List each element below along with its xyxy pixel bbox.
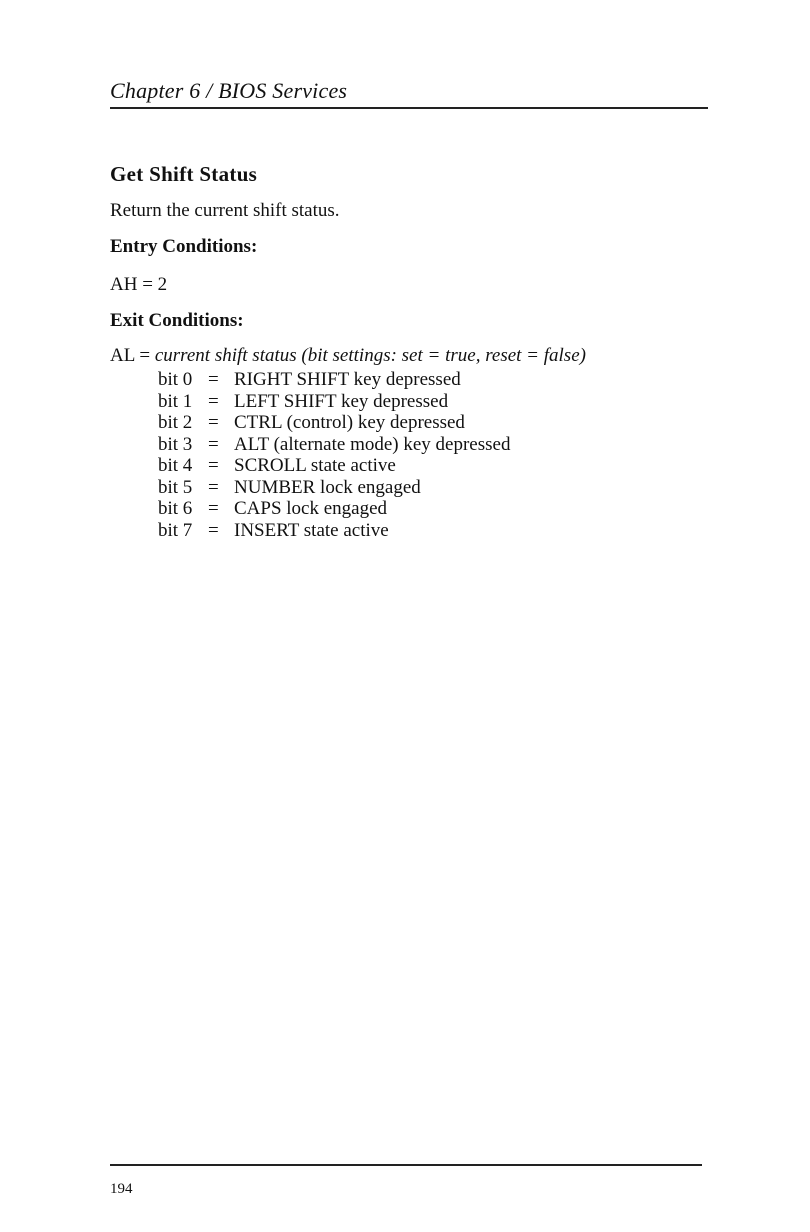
bit-meaning: CTRL (control) key depressed bbox=[234, 412, 465, 433]
bit-label: bit 0 bbox=[158, 369, 193, 390]
exit-equals: = bbox=[139, 345, 151, 366]
bit-list bbox=[158, 369, 510, 541]
bit-row bbox=[158, 369, 510, 391]
exit-conditions-line bbox=[110, 345, 586, 367]
bit-equals: = bbox=[208, 433, 219, 455]
footer-rule bbox=[110, 1164, 702, 1166]
section-description: Return the current shift status. bbox=[110, 200, 340, 221]
bit-equals: = bbox=[208, 519, 219, 541]
bit-meaning: INSERT state active bbox=[234, 519, 389, 541]
bit-meaning: SCROLL state active bbox=[234, 455, 396, 476]
exit-description: current shift status (bit settings: set = true, reset = false) bbox=[154, 345, 586, 366]
bit-equals: = bbox=[208, 476, 219, 498]
bit-equals: = bbox=[208, 498, 219, 519]
bit-row bbox=[158, 391, 510, 413]
exit-conditions-heading: Exit Conditions: bbox=[110, 310, 244, 331]
bit-row bbox=[158, 455, 510, 477]
bit-label: bit 3 bbox=[158, 433, 193, 455]
bit-meaning: CAPS lock engaged bbox=[234, 498, 388, 519]
entry-conditions-value: AH = 2 bbox=[110, 274, 168, 295]
exit-register: AL bbox=[110, 345, 135, 366]
bit-meaning: NUMBER lock engaged bbox=[234, 476, 421, 498]
bit-meaning: RIGHT SHIFT key depressed bbox=[234, 369, 461, 390]
bit-label: bit 1 bbox=[158, 390, 193, 412]
bit-label: bit 2 bbox=[158, 412, 193, 433]
bit-label: bit 7 bbox=[158, 519, 193, 541]
bit-label: bit 6 bbox=[158, 498, 193, 519]
bit-label: bit 4 bbox=[158, 455, 193, 476]
entry-conditions-heading: Entry Conditions: bbox=[110, 236, 258, 257]
bit-equals: = bbox=[208, 455, 219, 476]
header-rule bbox=[110, 107, 708, 109]
bit-row bbox=[158, 498, 510, 520]
bit-equals: = bbox=[208, 369, 219, 390]
bit-label: bit 5 bbox=[158, 476, 193, 498]
bit-equals: = bbox=[208, 412, 219, 433]
bit-row bbox=[158, 477, 510, 499]
bit-row bbox=[158, 520, 510, 542]
bit-row bbox=[158, 434, 510, 456]
bit-meaning: ALT (alternate mode) key depressed bbox=[234, 433, 511, 455]
section-title: Get Shift Status bbox=[110, 162, 258, 186]
bit-equals: = bbox=[208, 390, 219, 412]
running-head: Chapter 6 / BIOS Services bbox=[110, 78, 348, 103]
bit-meaning: LEFT SHIFT key depressed bbox=[234, 390, 449, 412]
bit-row bbox=[158, 412, 510, 434]
page-number: 194 bbox=[110, 1181, 133, 1197]
